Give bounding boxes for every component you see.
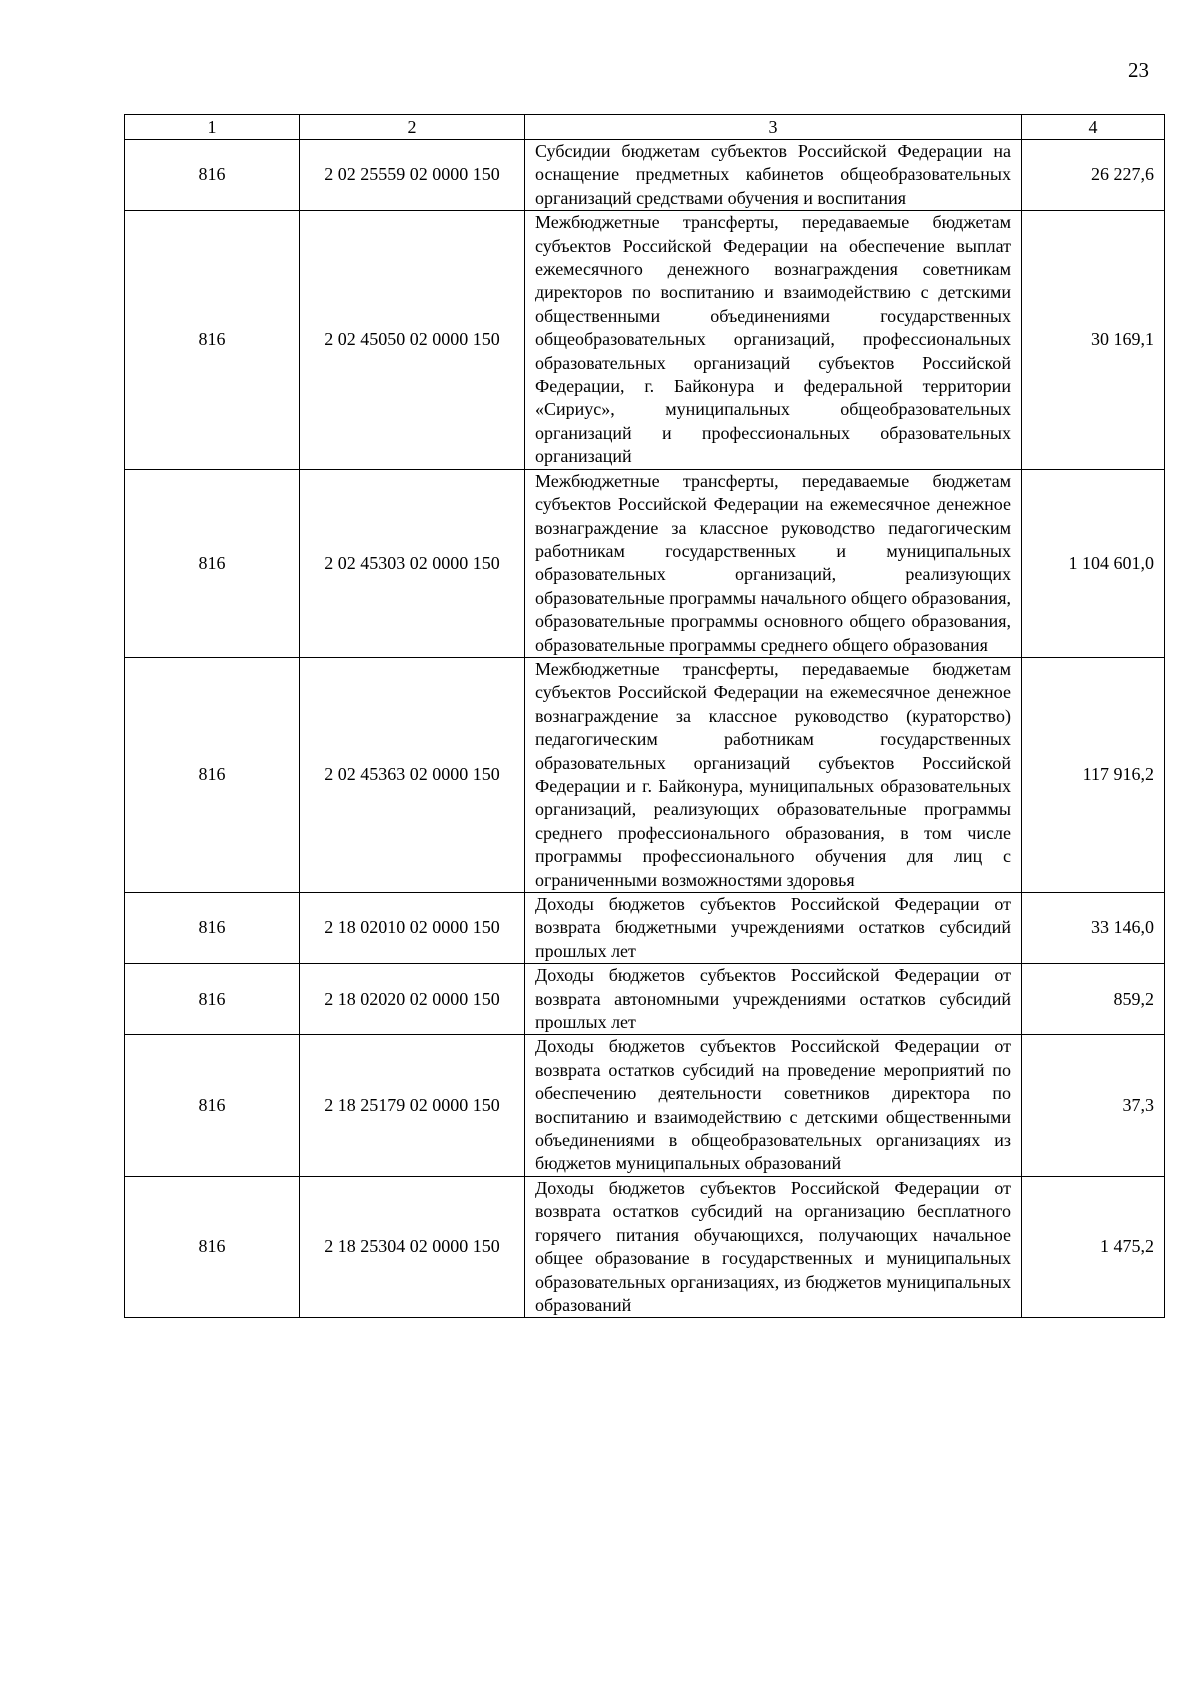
budget-classification-code: 2 02 45363 02 0000 150 <box>300 657 525 892</box>
administrator-code: 816 <box>125 893 300 964</box>
table-row <box>125 469 1165 657</box>
table-row <box>125 1176 1165 1317</box>
table-row <box>125 657 1165 892</box>
amount: 26 227,6 <box>1022 140 1165 211</box>
table-header-row <box>125 115 1165 140</box>
administrator-code: 816 <box>125 1176 300 1317</box>
budget-classification-code: 2 18 25304 02 0000 150 <box>300 1176 525 1317</box>
administrator-code: 816 <box>125 964 300 1035</box>
column-header-4: 4 <box>1022 115 1165 140</box>
table-row <box>125 964 1165 1035</box>
table-row <box>125 893 1165 964</box>
table-row <box>125 211 1165 469</box>
amount: 33 146,0 <box>1022 893 1165 964</box>
revenue-description: Межбюджетные трансферты, передаваемые бюджетам субъектов Российской Федерации на ежемесячное денежное вознаграждение за классное руководство (кураторство) педагогическим работникам государственных образовательных организаций субъектов Российской Федерации и г. Байконура, муниципальных образовательных организаций, реализующих образовательные программы среднего профессионального образования, в том числе программы профессионального обучения для лиц с ограниченными возможностями здоровья <box>525 657 1022 892</box>
revenue-description: Межбюджетные трансферты, передаваемые бюджетам субъектов Российской Федерации на ежемесячное денежное вознаграждение за классное руководство педагогическим работникам государственных и муниципальных образовательных организаций, реализующих образовательные программы начального общего образования, образовательные программы основного общего образования, образовательные программы среднего общего образования <box>525 469 1022 657</box>
amount: 859,2 <box>1022 964 1165 1035</box>
revenue-description: Доходы бюджетов субъектов Российской Федерации от возврата остатков субсидий на проведение мероприятий по обеспечению деятельности советников директора по воспитанию и взаимодействию с детскими общественными объединениями в общеобразовательных организациях из бюджетов муниципальных образований <box>525 1035 1022 1176</box>
budget-classification-code: 2 18 02010 02 0000 150 <box>300 893 525 964</box>
table-row <box>125 1035 1165 1176</box>
revenue-description: Доходы бюджетов субъектов Российской Федерации от возврата автономными учреждениями остатков субсидий прошлых лет <box>525 964 1022 1035</box>
column-header-1: 1 <box>125 115 300 140</box>
revenue-description: Субсидии бюджетам субъектов Российской Федерации на оснащение предметных кабинетов общеобразовательных организаций средствами обучения и воспитания <box>525 140 1022 211</box>
revenue-description: Доходы бюджетов субъектов Российской Федерации от возврата бюджетными учреждениями остатков субсидий прошлых лет <box>525 893 1022 964</box>
administrator-code: 816 <box>125 211 300 469</box>
amount: 37,3 <box>1022 1035 1165 1176</box>
table-row <box>125 140 1165 211</box>
administrator-code: 816 <box>125 1035 300 1176</box>
administrator-code: 816 <box>125 657 300 892</box>
revenue-description: Межбюджетные трансферты, передаваемые бюджетам субъектов Российской Федерации на обеспечение выплат ежемесячного денежного вознаграждения советникам директоров по воспитанию и взаимодействию с детскими общественными объединениями государственных общеобразовательных организаций, профессиональных образовательных организаций субъектов Российской Федерации, г. Байконура и федеральной территории «Сириус», муниципальных общеобразовательных организаций и профессиональных образовательных организаций <box>525 211 1022 469</box>
budget-classification-code: 2 18 02020 02 0000 150 <box>300 964 525 1035</box>
amount: 30 169,1 <box>1022 211 1165 469</box>
revenue-description: Доходы бюджетов субъектов Российской Федерации от возврата остатков субсидий на организацию бесплатного горячего питания обучающихся, получающих начальное общее образование в государственных и муниципальных образовательных организациях, из бюджетов муниципальных образований <box>525 1176 1022 1317</box>
amount: 1 475,2 <box>1022 1176 1165 1317</box>
page-number: 23 <box>1128 58 1149 82</box>
column-header-2: 2 <box>300 115 525 140</box>
budget-classification-code: 2 18 25179 02 0000 150 <box>300 1035 525 1176</box>
budget-classification-code: 2 02 45303 02 0000 150 <box>300 469 525 657</box>
column-header-3: 3 <box>525 115 1022 140</box>
administrator-code: 816 <box>125 469 300 657</box>
budget-classification-code: 2 02 45050 02 0000 150 <box>300 211 525 469</box>
amount: 1 104 601,0 <box>1022 469 1165 657</box>
budget-classification-code: 2 02 25559 02 0000 150 <box>300 140 525 211</box>
amount: 117 916,2 <box>1022 657 1165 892</box>
budget-revenue-table <box>124 114 1165 1318</box>
administrator-code: 816 <box>125 140 300 211</box>
